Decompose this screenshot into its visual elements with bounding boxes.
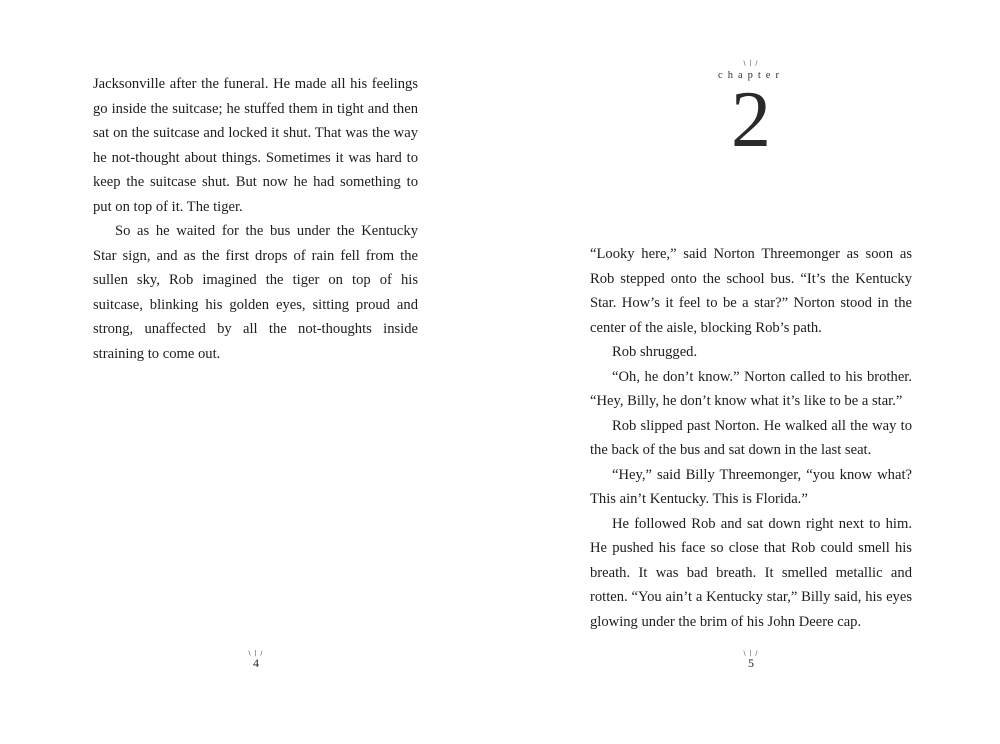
folio-ornament: \ | / — [248, 650, 264, 657]
left-page-text — [93, 72, 418, 366]
chapter-label: chapter — [718, 70, 784, 81]
right-page — [500, 0, 1000, 744]
paragraph: Rob shrugged. — [612, 344, 698, 360]
chapter-ornament: \ | / — [743, 60, 759, 67]
paragraph: Rob slipped past Norton. He walked all the way to the back of the bus and sat down in the last seat. — [590, 417, 912, 458]
paragraph: He followed Rob and sat down right next to him. He pushed his face so close that Rob could smell his breath. It was bad breath. It smelled metallic and rotten. “You ain’t a Kentucky star,” Billy said, his eyes glowing under the brim of his John Deere cap. — [590, 515, 912, 630]
folio-ornament: \ | / — [743, 650, 759, 657]
paragraph: Jacksonville after the funeral. He made all his feelings go inside the suitcase; he stuffed them in tight and then sat on the suitcase and locked it shut. That was the way he not-thought about things. Sometimes it was hard to keep the suitcase shut. But now he had something to put on top of it. The tiger. — [93, 76, 418, 215]
chapter-number: 2 — [731, 76, 771, 164]
paragraph: “Hey,” said Billy Threemonger, “you know what? This ain’t Kentucky. This is Florida.” — [590, 466, 912, 507]
page-number: 5 — [748, 656, 754, 670]
page-number: 4 — [253, 656, 259, 670]
paragraph: So as he waited for the bus under the Kentucky Star sign, and as the first drops of rain fell from the sullen sky, Rob imagined the tiger on top of his suitcase, blinking his golden eyes, sitting proud and strong, unaffected by all the not-thoughts inside straining to come out. — [93, 223, 418, 362]
right-page-text — [590, 242, 912, 634]
paragraph: “Oh, he don’t know.” Norton called to his brother. “Hey, Billy, he don’t know what it’s like to be a star.” — [590, 368, 912, 409]
paragraph: “Looky here,” said Norton Threemonger as soon as Rob stepped onto the school bus. “It’s the Kentucky Star. How’s it feel to be a star?” Norton stood in the center of the aisle, blocking Rob’s path. — [590, 246, 912, 336]
